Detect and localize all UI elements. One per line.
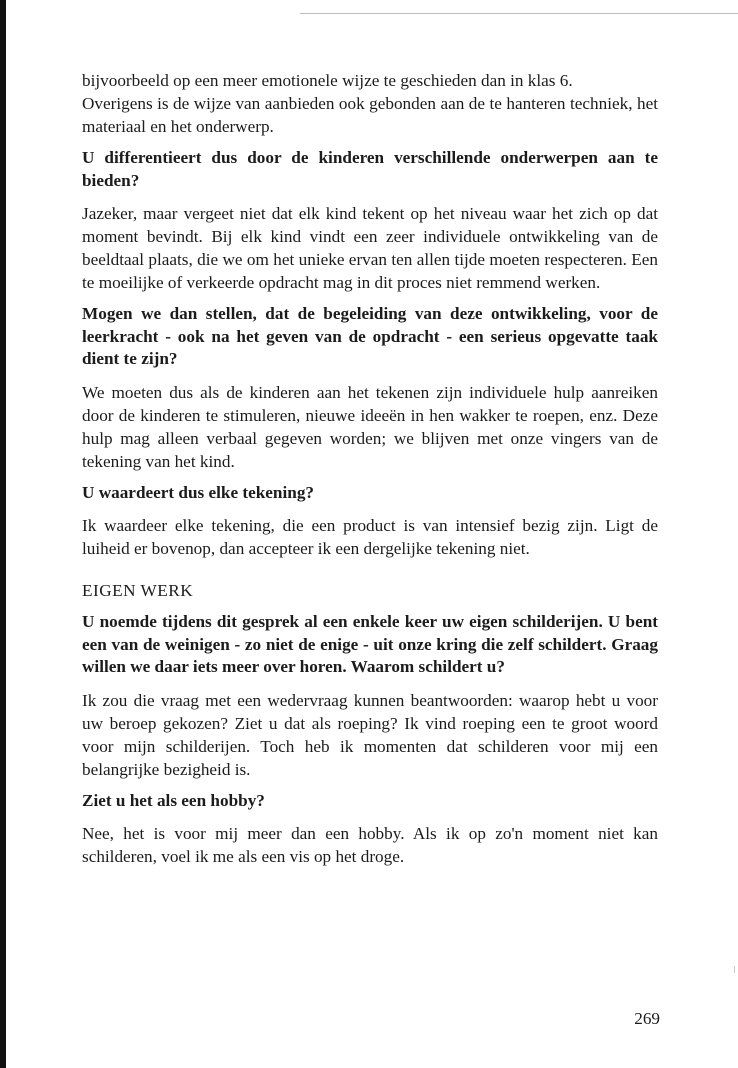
answer-hulp: We moeten dus als de kinderen aan het tekenen zijn individuele hulp aanreiken door de kinderen te stimuleren, nieuwe ideeën in hen wakker te roepen, enz. Deze hulp mag alleen verbaal gegeven worden; we blijven met onze vingers van de tekening van het kind.: [82, 382, 658, 471]
scan-speck: [734, 966, 735, 973]
question-waardeert: U waardeert dus elke tekening?: [82, 482, 315, 502]
page-body: [82, 69, 658, 868]
section-heading-eigen-werk: EIGEN WERK: [82, 581, 194, 600]
paragraph-overigens: Overigens is de wijze van aanbieden ook gebonden aan de te hanteren techniek, het materiaal en het onderwerp.: [82, 94, 658, 136]
scan-binding-edge: [0, 0, 6, 1068]
question-differentieert: U differentieert dus door de kinderen verschillende onderwerpen aan te bieden?: [82, 148, 658, 190]
paragraph-continuation: bijvoorbeeld op een meer emotionele wijze te geschieden dan in klas 6.: [82, 71, 573, 90]
answer-waardeer: Ik waardeer elke tekening, die een product is van intensief bezig zijn. Ligt de luiheid er bovenop, dan accepteer ik een dergelijke tekening niet.: [82, 516, 658, 558]
answer-hobby: Nee, het is voor mij meer dan een hobby. Als ik op zo'n moment niet kan schilderen, voel ik me als een vis op het droge.: [82, 824, 658, 866]
page-number: 269: [634, 1009, 660, 1028]
question-hobby: Ziet u het als een hobby?: [82, 790, 265, 810]
answer-jazeker: Jazeker, maar vergeet niet dat elk kind tekent op het niveau waar het zich op dat moment bevindt. Bij elk kind vindt een zeer individuele ontwikkeling van de beeldtaal plaats, die we om het unieke ervan ten allen tijde moeten respecteren. Een te moeilijke of verkeerde opdracht mag in dit proces niet remmend werken.: [82, 204, 658, 292]
answer-wedervraag: Ik zou die vraag met een wedervraag kunnen beantwoorden: waarop hebt u voor uw beroep gekozen? Ziet u dat als roeping? Ik vind roeping een te groot woord voor mijn schilderijen. Toch heb ik momenten dat schilderen voor mij een belangrijke bezigheid is.: [82, 690, 658, 779]
question-begeleiding: Mogen we dan stellen, dat de begeleiding van deze ontwikkeling, voor de leerkracht - ook na het geven van de opdracht - een serieus opgevatte taak dient te zijn?: [82, 304, 658, 368]
top-rule: [300, 13, 738, 14]
question-schilderijen: U noemde tijdens dit gesprek al een enkele keer uw eigen schilderijen. U bent een van de weinigen - zo niet de enige - uit onze kring die zelf schildert. Graag willen we daar iets meer over horen. Waarom schildert u?: [82, 612, 658, 676]
